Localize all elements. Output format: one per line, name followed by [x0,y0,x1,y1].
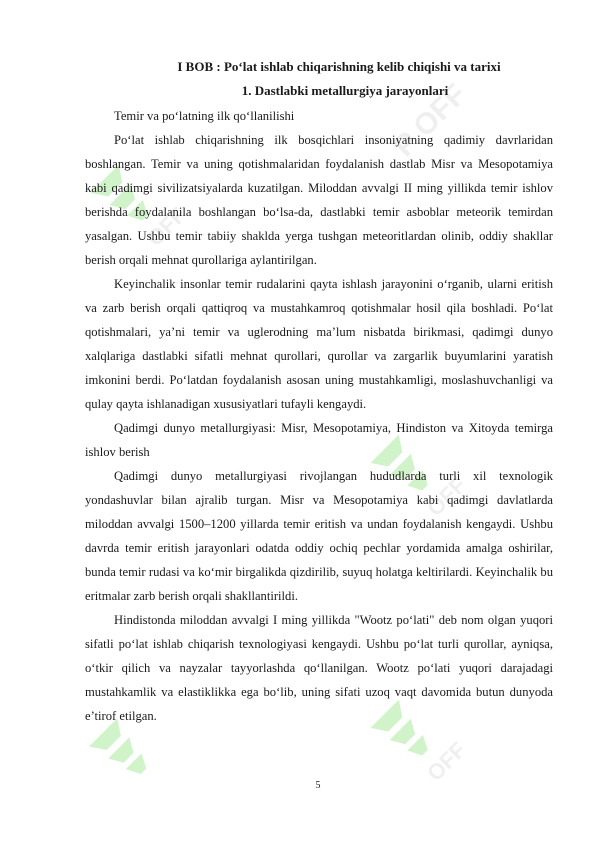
subheading-paragraph: Qadimgi dunyo metallurgiyasi: Misr, Mesopotamiya, Hindiston va Xitoyda temirga ishlov berish [85,421,553,459]
svg-text:OFF: OFF [422,472,471,521]
svg-text:OFF: OFF [142,202,191,251]
page-number: 5 [315,780,321,791]
body-paragraph: Qadimgi dunyo metallurgiyasi rivojlangan hududlarda turli xil texnologik yondashuvlar bilan ajralib turgan. Misr va Mesopotamiya kabi qadimgi davlatlarda miloddan avvalgi 1500–1200 yillarda temir eritish va undan foydalanish kengaydi. Ushbu davrda temir eritish jarayonlari odatda oddiy ochiq pechlar yordamida amalga oshirilar, bunda temir rudasi va ko‘mir birgalikda qizdirilib, suyuq holatga keltirilardi. Keyinchalik bu eritmalar zarb berish orqali shakllantirildi. [85,469,553,603]
body-paragraph: Keyinchalik insonlar temir rudalarini qayta ishlash jarayonini o‘rganib, ularni eritish va zarb berish orqali qattiqroq va mustahkamroq qotishmalar hosil qila boshladi. Po‘lat qotishmalari, ya’ni temir va uglerodning ma’lum nisbatda birikmasi, qadimgi dunyo xalqlariga dastlabki sifatli mehnat qurollari, qurollar va zargarlik buyumlarini yaratish imkonini berdi. Po‘latdan foydalanish asosan uning mustahkamligi, moslashuvchanligi va qulay qayta ishlanadigan xususiyatlari tufayli kengaydi. [85,277,553,411]
section-title: 1. Dastlabki metallurgiya jarayonlari [241,83,449,98]
svg-text:OFF: OFF [422,737,471,786]
body-paragraph: Hindistonda miloddan avvalgi I ming yillikda "Wootz po‘lati" deb nom olgan yuqori sifatli po‘lat ishlab chiqarish texnologiyasi kengaydi. Ushbu po‘lat turli qurollar, ayniqsa, o‘tkir qilich va nayzalar tayyorlashda qo‘llanilgan. Wootz po‘lati yuqori darajadagi mustahkamlik va elastiklikka ega bo‘lib, uning sifati uzoq vaqt davomida butun dunyoda e’tirof etilgan. [85,613,553,723]
subheading-paragraph: Temir va po‘latning ilk qo‘llanilishi [114,109,295,123]
document-page [85,56,553,728]
svg-text:P OFF: P OFF [387,77,474,164]
body-paragraph: Po‘lat ishlab chiqarishning ilk bosqichlari insoniyatning qadimiy davrlaridan boshlangan. Temir va uning qotishmalaridan foydalanish dastlab Misr va Mesopotamiya kabi qadimgi sivilizatsiyalarda kuzatilgan. Miloddan avvalgi II ming yillikda temir ishlov berishda foydalanila boshlangan bo‘lsa-da, dastlabki temir asboblar meteorik temirdan yasalgan. Ushbu temir tabiiy shaklda yerga tushgan meteoritlardan olinib, oddiy shakllar berish orqali mehnat qurollariga aylantirilgan. [85,133,553,267]
chapter-title: I BOB : Po‘lat ishlab chiqarishning kelib chiqishi va tarixi [177,59,501,74]
